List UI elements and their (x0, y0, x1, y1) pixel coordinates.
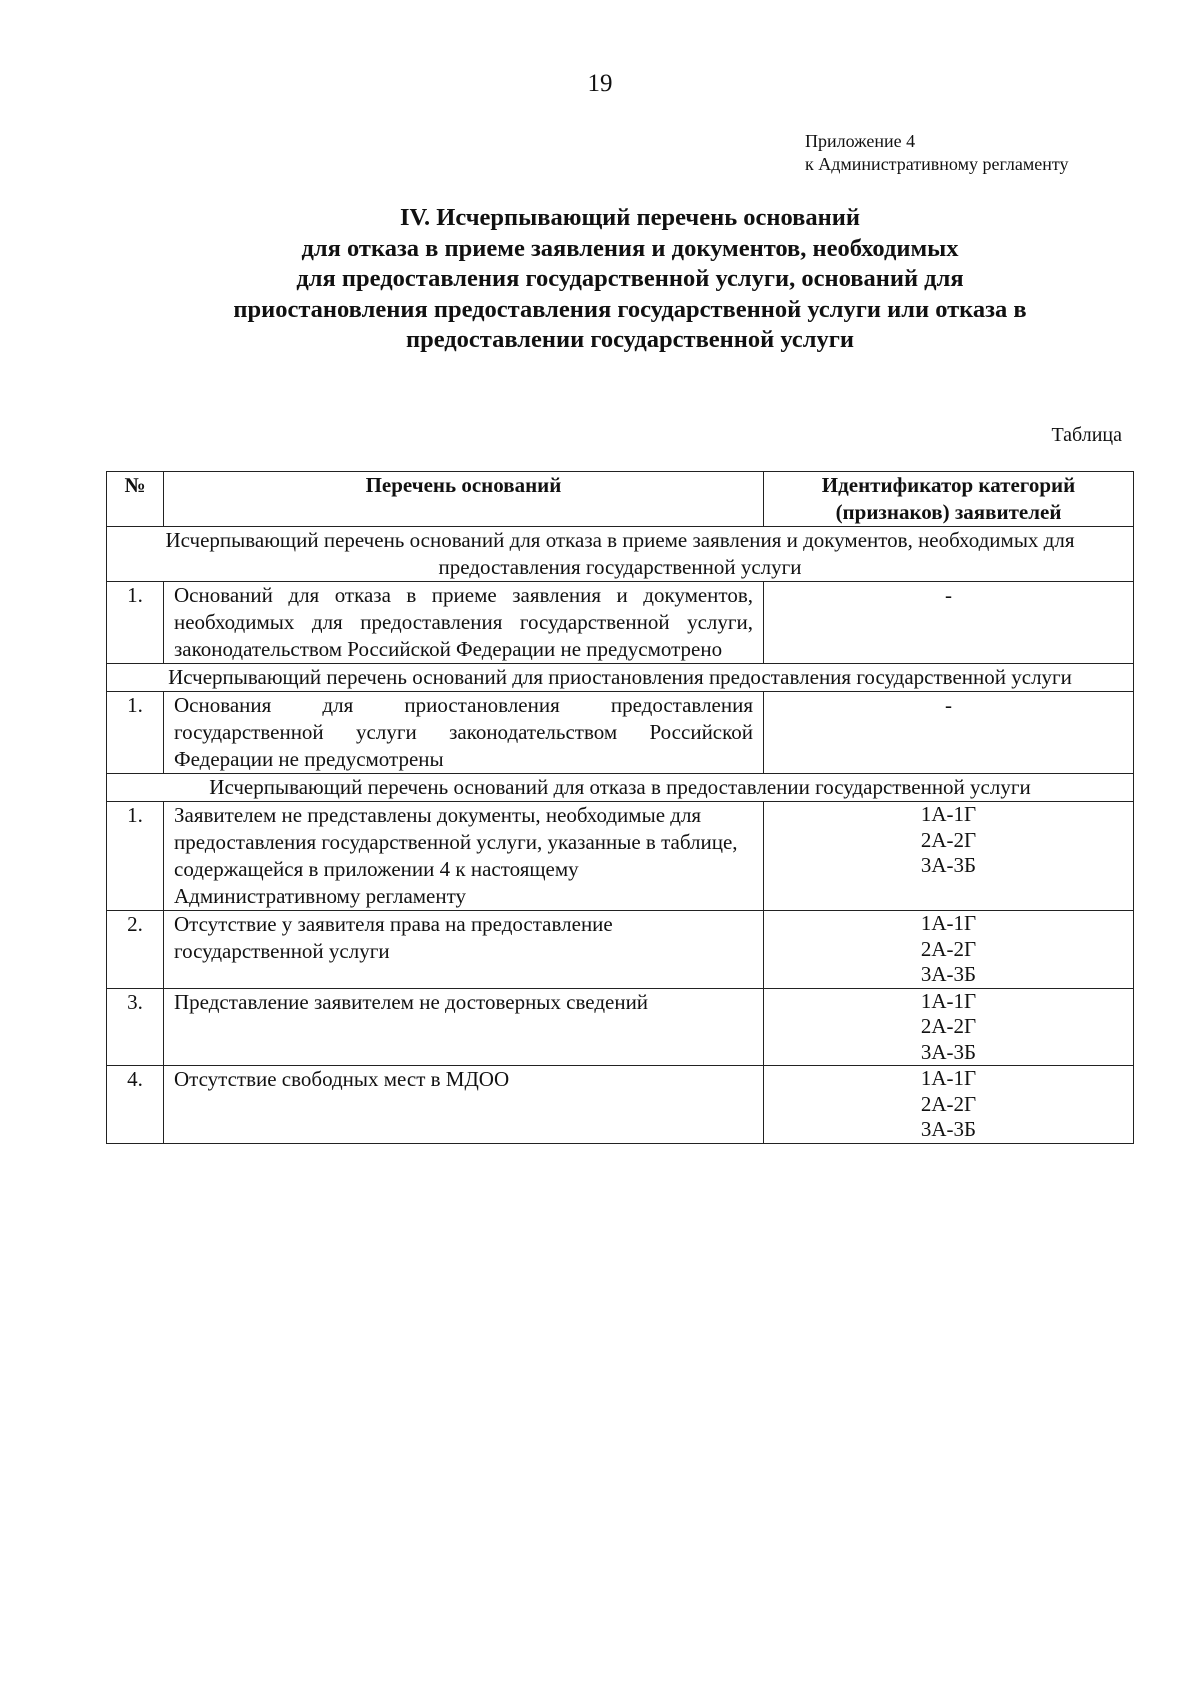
row-text: Основания для приостановления предоставления государственной услуги законодательством Российской Федерации не предусмотрены (164, 692, 764, 774)
category-code: 1А-1Г (920, 988, 977, 1013)
category-code: 1А-1Г (920, 802, 977, 826)
category-code: 2А-2Г (920, 936, 977, 961)
row-categories (764, 988, 1134, 1066)
category-code: 1А-1Г (920, 1066, 977, 1090)
row-text: Отсутствие у заявителя права на предоставление государственной услуги (164, 911, 764, 989)
row-number: 2. (107, 911, 164, 989)
table-row (107, 692, 1134, 774)
appendix-line-2: к Административному регламенту (805, 154, 1069, 174)
row-number: 3. (107, 988, 164, 1066)
header-no: № (107, 472, 164, 527)
table-row (107, 1066, 1134, 1144)
title-line-5: предоставлении государственной услуги (405, 326, 855, 353)
row-categories: - (764, 582, 1134, 664)
document-title (150, 203, 1110, 356)
row-categories (764, 1066, 1134, 1144)
table-row (107, 988, 1134, 1066)
header-categories: Идентификатор категорий (признаков) заявителей (764, 472, 1134, 527)
section-row (107, 664, 1134, 692)
row-number: 4. (107, 1066, 164, 1144)
title-line-2: для отказа в приеме заявления и документов, необходимых (301, 234, 959, 262)
row-text: Отсутствие свободных мест в МДОО (164, 1066, 764, 1144)
table-header-row (107, 472, 1134, 527)
category-code: 3А-3Б (920, 1039, 977, 1064)
section-row (107, 774, 1134, 802)
section-3-title: Исчерпывающий перечень оснований для отказа в предоставлении государственной услуги (107, 774, 1134, 802)
category-code: 2А-2Г (920, 827, 977, 852)
table-row (107, 802, 1134, 911)
category-code: 1А-1Г (920, 911, 977, 935)
category-code: 2А-2Г (920, 1091, 977, 1116)
row-text: Оснований для отказа в приеме заявления и документов, необходимых для предоставления государственной услуги, законодательством Российской Федерации не предусмотрено (164, 582, 764, 664)
table-row (107, 911, 1134, 989)
table-row (107, 582, 1134, 664)
category-code: 3А-3Б (920, 1117, 977, 1141)
category-code: 3А-3Б (920, 853, 977, 877)
row-number: 1. (107, 692, 164, 774)
row-number: 1. (107, 582, 164, 664)
appendix-line-1: Приложение 4 (805, 131, 916, 151)
category-code: 3А-3Б (920, 962, 977, 986)
appendix-note (805, 130, 1069, 176)
row-categories (764, 911, 1134, 989)
row-text: Заявителем не представлены документы, необходимые для предоставления государственной услуги, указанные в таблице, содержащейся в приложении 4 к настоящему Административному регламенту (164, 802, 764, 911)
row-categories: - (764, 692, 1134, 774)
grounds-table (106, 471, 1134, 1144)
row-number: 1. (107, 802, 164, 911)
title-line-3: для предоставления государственной услуги, оснований для (296, 265, 964, 292)
row-text: Представление заявителем не достоверных сведений (164, 988, 764, 1066)
page-number: 19 (587, 70, 613, 97)
row-categories (764, 802, 1134, 911)
section-1-title: Исчерпывающий перечень оснований для отказа в приеме заявления и документов, необходимых для предоставления государственной услуги (107, 527, 1134, 582)
title-line-1: IV. Исчерпывающий перечень оснований (399, 204, 861, 231)
header-basis: Перечень оснований (164, 472, 764, 527)
section-row (107, 527, 1134, 582)
table-caption: Таблица (1051, 424, 1122, 446)
section-2-title: Исчерпывающий перечень оснований для приостановления предоставления государственной услуги (107, 664, 1134, 692)
title-line-4: приостановления предоставления государственной услуги или отказа в (233, 295, 1027, 323)
category-code: 2А-2Г (920, 1014, 977, 1038)
